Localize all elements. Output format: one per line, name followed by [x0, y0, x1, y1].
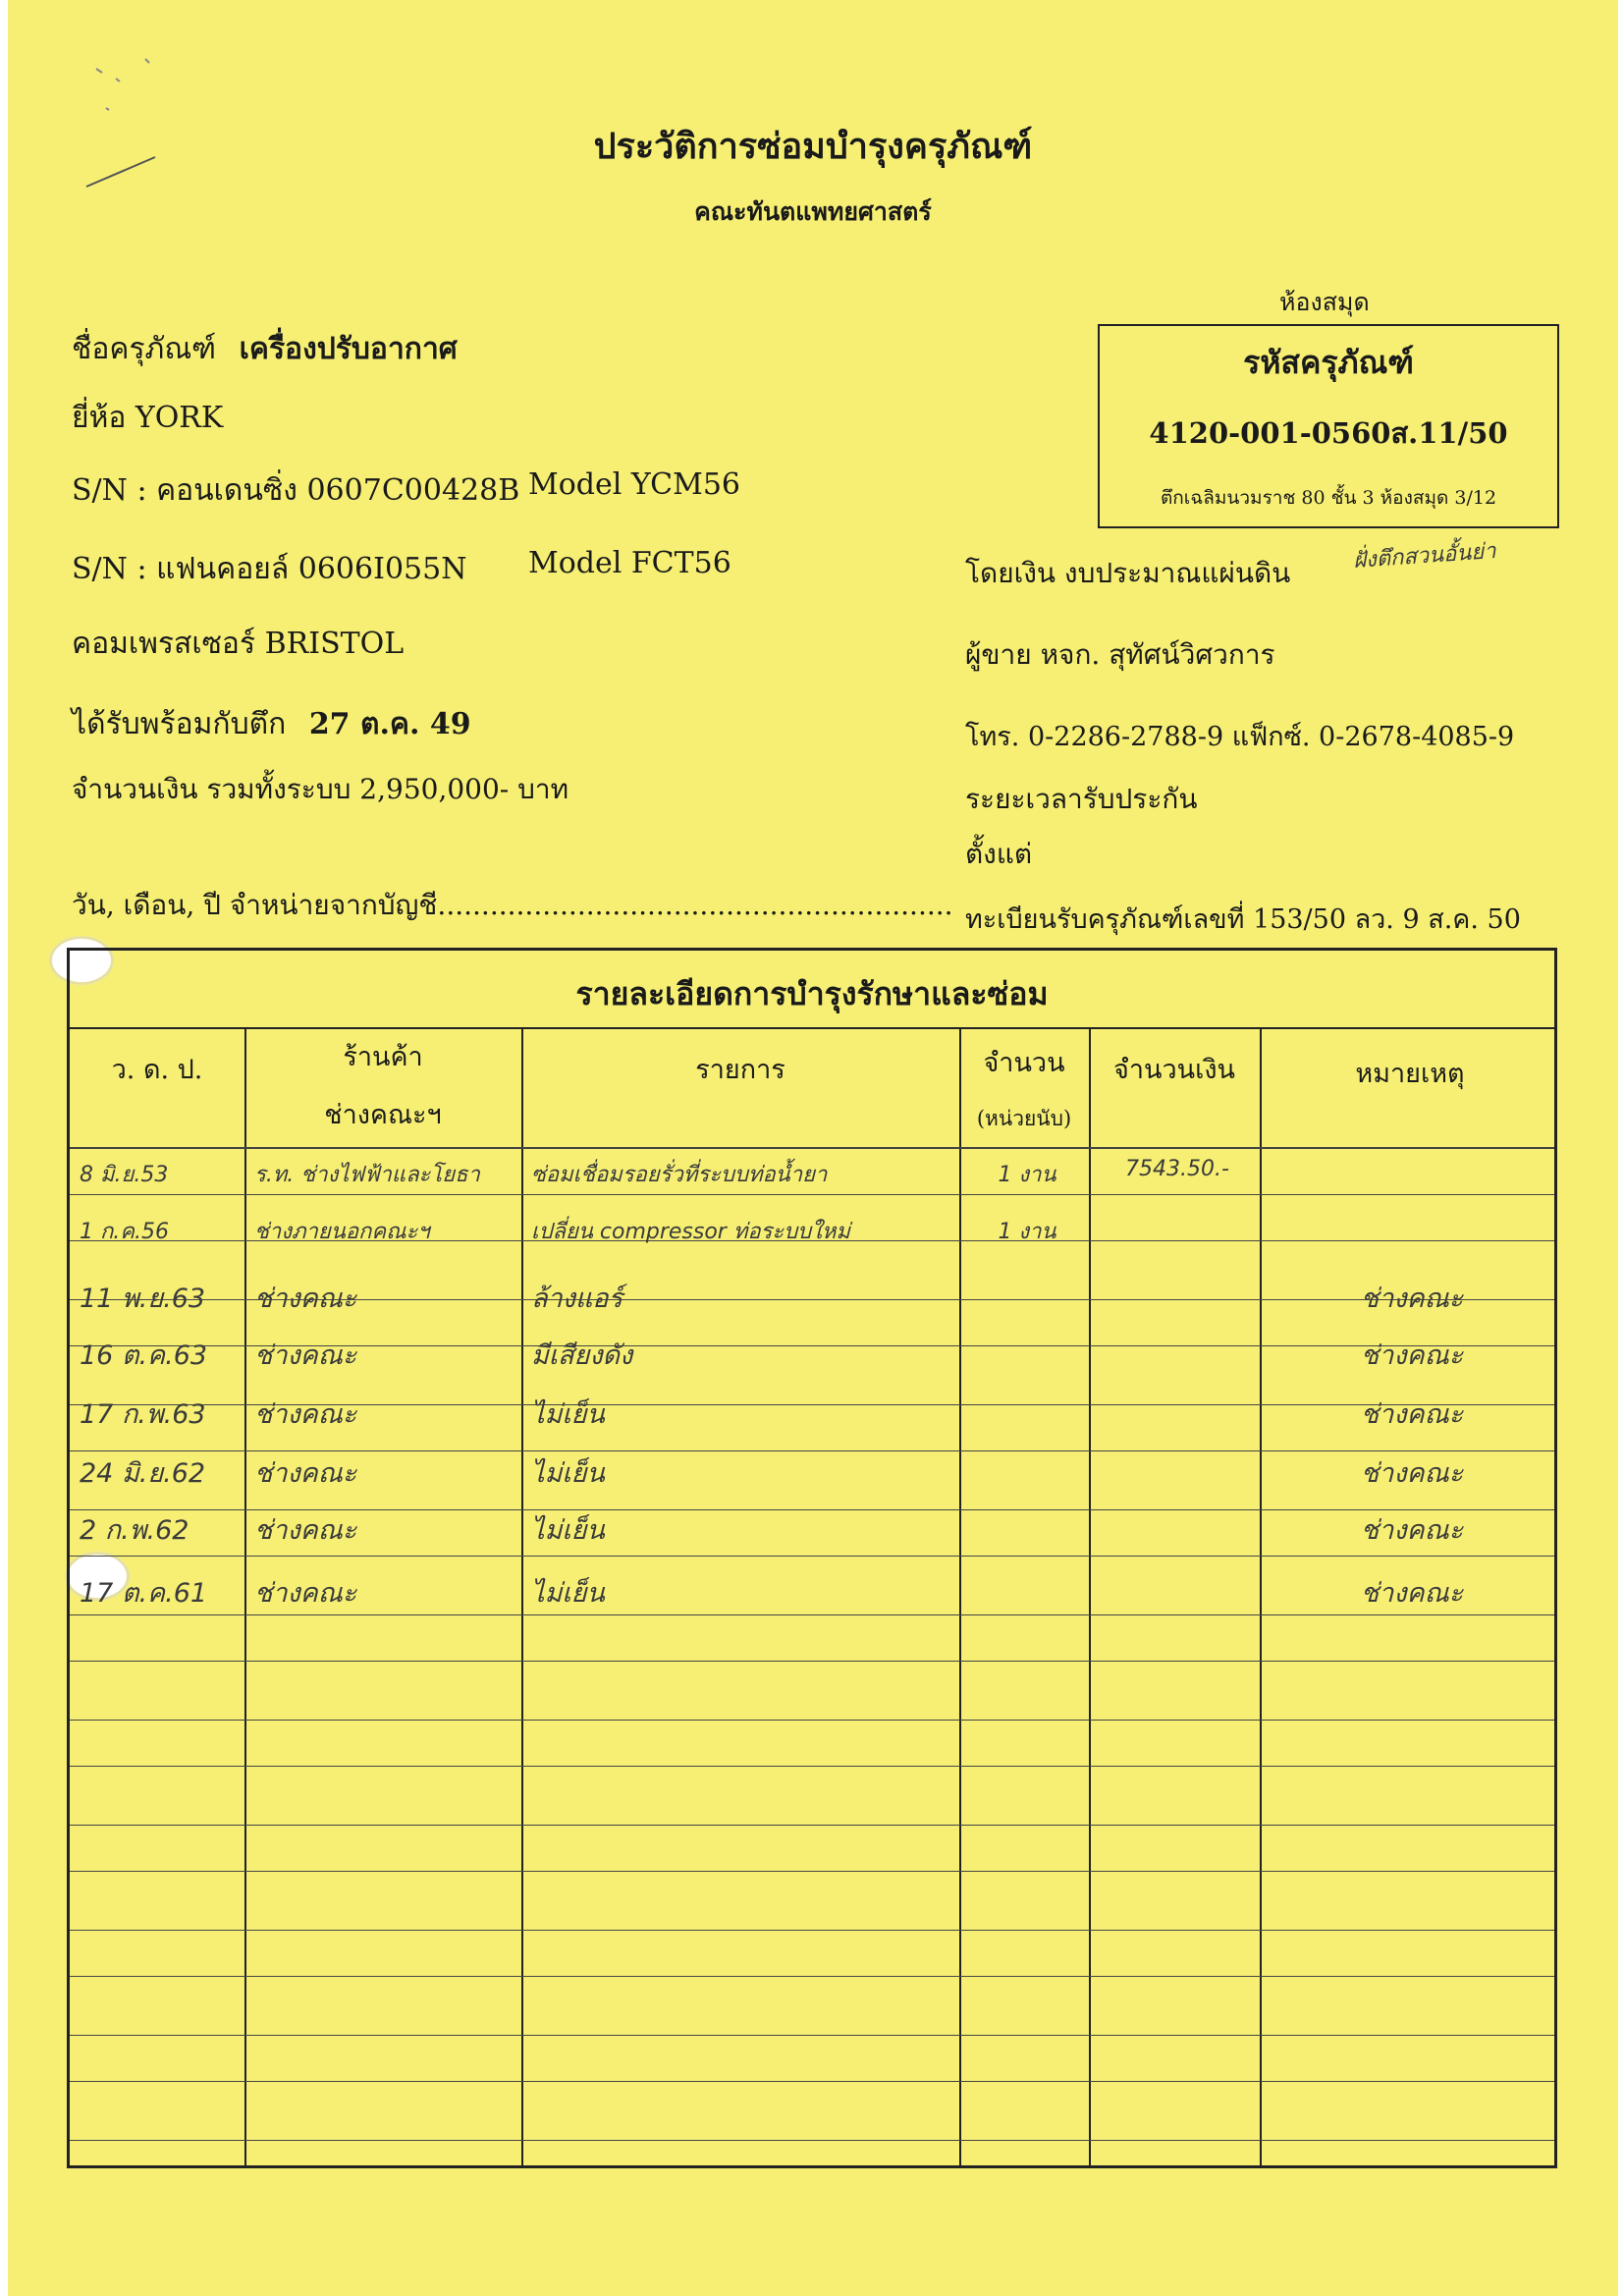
amount-field: จำนวนเงิน รวมทั้งระบบ 2,950,000- บาท [72, 773, 569, 805]
cell-date: 8 มิ.ย.53 [80, 1163, 169, 1187]
cell-note: ช่างคณะ [1360, 1578, 1464, 1609]
cell-qty: 1 งาน [998, 1163, 1056, 1187]
cell-item: ล้างแอร์ [531, 1284, 623, 1314]
cell-shop: ช่างคณะ [254, 1515, 357, 1546]
row-rule [70, 1825, 1554, 1826]
compressor-field: คอมเพรสเซอร์ BRISTOL [72, 627, 405, 661]
serial-condenser: S/N : คอนเดนซิ่ง 0607C00428B [72, 473, 520, 508]
asset-code-value: 4120-001-0560ส.11/50 [1149, 416, 1508, 450]
asset-name-label: ชื่อครุภัณฑ์ [72, 332, 217, 366]
model-fancoil: Model FCT56 [528, 546, 731, 580]
cell-qty: 1 งาน [998, 1220, 1056, 1244]
asset-name-value: เครื่องปรับอากาศ [239, 332, 458, 366]
col-header-qty-line1: จำนวน [983, 1048, 1065, 1078]
col-header-qty-line2: (หน่วยนับ) [976, 1107, 1072, 1130]
cell-shop: ช่างคณะ [254, 1578, 357, 1609]
warranty-from-field: ตั้งแต่ [965, 838, 1033, 870]
document-subtitle: คณะทันตแพทยศาสตร์ [694, 197, 932, 226]
vendor-field: ผู้ขาย หจก. สุทัศน์วิศวการ [965, 638, 1275, 671]
asset-name-row [72, 326, 458, 372]
cell-date: 17 ก.พ.63 [80, 1399, 206, 1430]
pen-mark [77, 49, 165, 196]
asset-location: ตึกเฉลิมนวมราช 80 ชั้น 3 ห้องสมุด 3/12 [1160, 487, 1497, 509]
location-label: ห้องสมุด [1279, 288, 1370, 316]
row-rule [70, 2081, 1554, 2082]
row-rule [70, 1766, 1554, 1767]
col-header-shop-line2: ช่างคณะฯ [324, 1100, 442, 1130]
asset-code-label: รหัสครุภัณฑ์ [1243, 344, 1414, 381]
row-rule [70, 1556, 1554, 1557]
phone-field: โทร. 0-2286-2788-9 แฟ็กซ์. 0-2678-4085-9 [965, 722, 1515, 752]
cell-note: ช่างคณะ [1360, 1399, 1464, 1430]
brand-field: ยี่ห้อ YORK [72, 401, 224, 435]
col-header-shop [244, 1035, 521, 1135]
cell-shop: ร.ท. ช่างไฟฟ้าและโยธา [254, 1163, 480, 1187]
cell-item: ซ่อมเชื่อมรอยรั่วที่ระบบท่อน้ำยา [531, 1163, 828, 1187]
cell-item: ไม่เย็น [531, 1399, 605, 1430]
cell-item: มีเสียงดัง [531, 1340, 633, 1371]
cell-shop: ช่างภายนอกคณะฯ [254, 1220, 430, 1244]
cell-shop: ช่างคณะ [254, 1284, 357, 1314]
cell-date: 2 ก.พ.62 [80, 1515, 189, 1546]
budget-handwritten-note: ฝั่งตึกสวนอั้นย่า [1352, 538, 1497, 574]
cell-note: ช่างคณะ [1360, 1515, 1464, 1546]
col-header-shop-line1: ร้านค้า [343, 1042, 423, 1072]
model-condenser: Model YCM56 [528, 467, 740, 502]
row-rule [70, 1661, 1554, 1662]
cell-shop: ช่างคณะ [254, 1399, 357, 1430]
col-header-note: หมายเหตุ [1355, 1059, 1465, 1089]
row-rule [70, 2140, 1554, 2141]
row-rule [70, 2035, 1554, 2036]
cell-date: 24 มิ.ย.62 [80, 1458, 206, 1489]
col-header-date: ว. ด. ป. [111, 1055, 203, 1085]
cell-date: 11 พ.ย.63 [80, 1284, 206, 1314]
asset-code-box [1098, 324, 1559, 528]
document-sheet [8, 0, 1618, 2296]
row-rule [70, 1614, 1554, 1615]
cell-price: 7543.50.- [1125, 1157, 1229, 1181]
row-rule [70, 1871, 1554, 1872]
received-date: 27 ต.ค. 49 [308, 707, 471, 741]
header-bottom-rule [70, 1147, 1554, 1149]
cell-note: ช่างคณะ [1360, 1284, 1464, 1314]
received-row [72, 701, 471, 747]
cell-date: 1 ก.ค.56 [80, 1220, 170, 1244]
document-title: ประวัติการซ่อมบำรุงครุภัณฑ์ [593, 126, 1033, 167]
col-header-price: จำนวนเงิน [1113, 1055, 1235, 1085]
disposal-field: วัน, เดือน, ปี จำหน่ายจากบัญชี........................................................... [72, 889, 953, 921]
maintenance-table [67, 948, 1557, 2168]
row-rule [70, 1930, 1554, 1931]
serial-fancoil: S/N : แฟนคอยล์ 0606I055N [72, 552, 467, 586]
row-rule [70, 1976, 1554, 1977]
cell-date: 17 ต.ค.61 [80, 1578, 208, 1609]
received-label: ได้รับพร้อมกับตึก [72, 707, 287, 741]
registry-field: ทะเบียนรับครุภัณฑ์เลขที่ 153/50 ลว. 9 ส.ค. 50 [965, 904, 1521, 935]
cell-shop: ช่างคณะ [254, 1340, 357, 1371]
cell-item: เปลี่ยน compressor ท่อระบบใหม่ [531, 1220, 850, 1244]
row-rule [70, 1720, 1554, 1721]
cell-date: 16 ต.ค.63 [80, 1340, 208, 1371]
budget-field: โดยเงิน งบประมาณแผ่นดิน [965, 557, 1291, 589]
cell-item: ไม่เย็น [531, 1578, 605, 1609]
cell-item: ไม่เย็น [531, 1515, 605, 1546]
cell-item: ไม่เย็น [531, 1458, 605, 1489]
col-header-qty [959, 1041, 1089, 1135]
cell-note: ช่างคณะ [1360, 1340, 1464, 1371]
cell-shop: ช่างคณะ [254, 1458, 357, 1489]
row-rule [70, 1194, 1554, 1195]
maintenance-table-title: รายละเอียดการบำรุงรักษาและซ่อม [70, 951, 1554, 1029]
col-header-item: รายการ [695, 1055, 785, 1085]
warranty-field: ระยะเวลารับประกัน [965, 783, 1198, 815]
cell-note: ช่างคณะ [1360, 1458, 1464, 1489]
